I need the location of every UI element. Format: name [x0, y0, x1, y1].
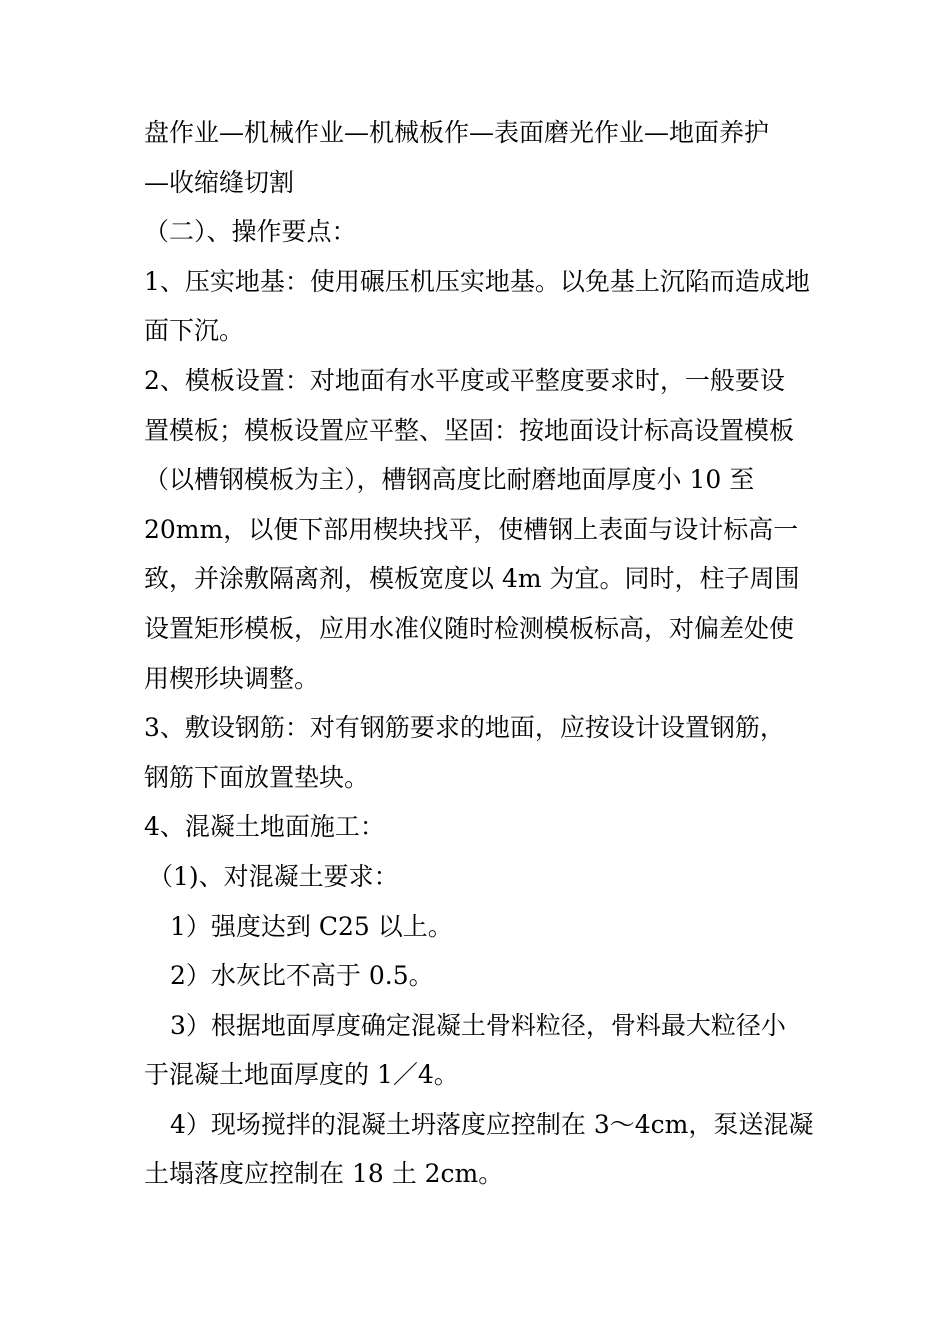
list-item: 3）根据地面厚度确定混凝土骨料粒径，骨料最大粒径小: [170, 1010, 786, 1040]
document-body: [144, 108, 824, 1199]
text-line: 4、混凝土地面施工：: [144, 812, 385, 842]
text-line: （以槽钢模板为主），槽钢高度比耐磨地面厚度小 10 至: [144, 465, 755, 495]
text-line: 土塌落度应控制在 18 土 2cm。: [144, 1159, 504, 1189]
text-line: 于混凝土地面厚度的 1／4。: [144, 1060, 459, 1090]
text-line: 钢筋下面放置垫块。: [144, 762, 370, 792]
list-item: 1）强度达到 C25 以上。: [170, 911, 453, 941]
text-line: 致，并涂敷隔离剂，模板宽度以 4m 为宜。同时，柱子周围: [144, 564, 800, 594]
list-item: 2）水灰比不高于 0.5。: [170, 961, 434, 991]
section-heading: （二）、操作要点：: [144, 217, 357, 247]
subsection-heading: （1)、对混凝土要求：: [148, 861, 399, 891]
text-line: 20mm，以便下部用楔块找平，使槽钢上表面与设计标高一: [144, 514, 799, 544]
text-line: 用楔形块调整。: [144, 663, 320, 693]
list-item: 4）现场搅拌的混凝土坍落度应控制在 3～4cm，泵送混凝: [170, 1109, 814, 1139]
text-line: 设置矩形模板，应用水准仪随时检测模板标高，对偏差处使: [144, 613, 795, 643]
text-line: 置模板；模板设置应平整、坚固：按地面设计标高设置模板: [144, 415, 795, 445]
text-line: 2、模板设置：对地面有水平度或平整度要求时，一般要设: [144, 365, 785, 395]
text-line: 3、敷设钢筋：对有钢筋要求的地面，应按设计设置钢筋，: [144, 713, 785, 743]
text-line: 面下沉。: [144, 316, 245, 346]
text-line: 盘作业—机械作业—机械板作—表面磨光作业—地面养护: [144, 118, 770, 147]
text-line: 1、压实地基：使用碾压机压实地基。以免基上沉陷而造成地: [144, 266, 810, 296]
text-line: —收缩缝切割: [144, 167, 295, 197]
